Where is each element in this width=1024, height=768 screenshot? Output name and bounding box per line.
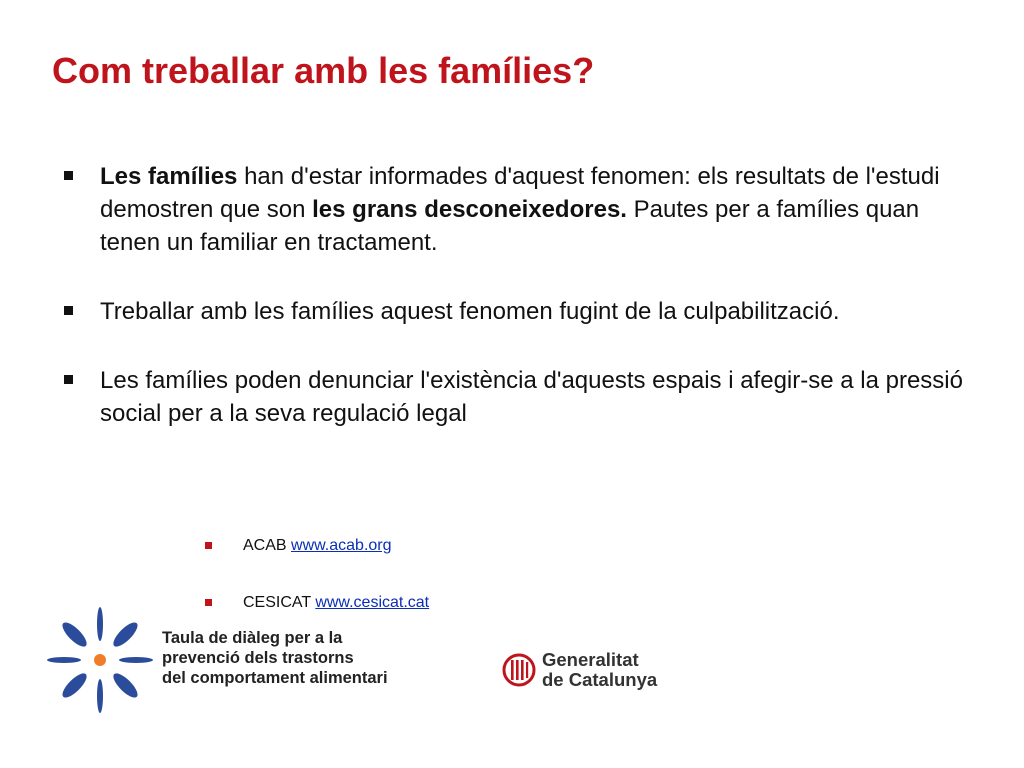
square-bullet-icon xyxy=(64,171,73,180)
generalitat-logo-text: Generalitat de Catalunya xyxy=(542,649,658,690)
sub-item-label: CESICAT xyxy=(243,594,316,611)
bullet-families-informed xyxy=(64,160,950,259)
square-bullet-icon xyxy=(205,599,212,606)
slide-title: Com treballar amb les famílies? xyxy=(52,50,595,91)
bold-text: Les famílies xyxy=(100,163,238,190)
bullet-text: Treballar amb les famílies aquest fenomen fugint de la culpabilització. xyxy=(100,298,840,325)
generalitat-emblem-icon xyxy=(502,652,536,688)
bullet-work-with-families xyxy=(64,295,964,328)
square-bullet-icon xyxy=(64,306,73,315)
square-bullet-icon xyxy=(64,375,73,384)
bullet-families-denounce xyxy=(64,364,964,430)
bold-text: les grans desconeixedores. xyxy=(312,196,627,223)
taula-logo-icon xyxy=(44,604,156,716)
square-bullet-icon xyxy=(205,542,212,549)
sub-item-acab xyxy=(205,536,392,556)
acab-link[interactable]: www.acab.org xyxy=(291,537,392,554)
bullet-text: Les famílies poden denunciar l'existència d'aquests espais i afegir-se a la pressió social per a la seva regulació legal xyxy=(100,367,963,427)
sub-item-label: ACAB xyxy=(243,537,292,554)
bullet-text: han d'estar informades d'aquest fenomen: els resultats de l'estudi demostren que son xyxy=(100,163,940,223)
bullet-text: Pautes per a famílies quan tenen un familiar en tractament. xyxy=(100,196,920,256)
taula-logo-text: Taula de diàleg per a la prevenció dels trastorns del comportament alimentari xyxy=(162,629,388,687)
cesicat-link[interactable]: www.cesicat.cat xyxy=(315,594,430,611)
sub-item-cesicat xyxy=(205,593,429,613)
bullet-list xyxy=(64,160,964,466)
